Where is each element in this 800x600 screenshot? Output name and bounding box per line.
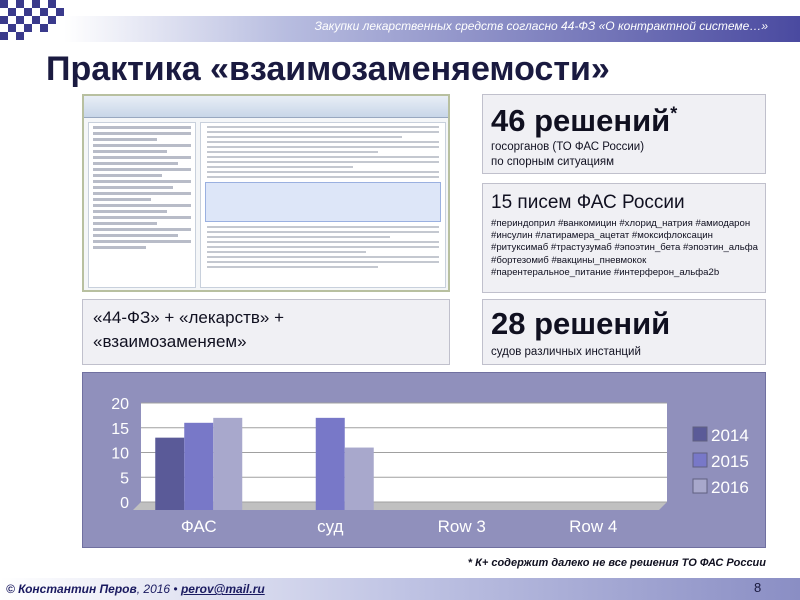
decisions-subtitle-2: по спорным ситуациям [491,156,615,168]
search-results-screenshot [82,94,450,292]
decisions-box [482,94,766,174]
fas-letters-tags: #периндоприл #ванкомицин #хлорид_натрия #амиодарон #инсулин #латирамера_ацетат #моксифлоксацин #ритуксимаб #трастузумаб #эпоэтин_бета #эпоэтин_альфа #бортезомиб #вакцины_пневмокок #парентеральное_питание #интерферон_альфа2b [491,218,758,278]
legend-label: 2015 [711,452,749,471]
legend-swatch [693,427,707,441]
court-decisions-subtitle: судов различных инстанций [491,346,641,358]
x-tick-label: ФАС [180,517,217,536]
bar-chart [82,372,766,548]
footnote: * К+ содержит далеко не все решения ТО ФАС России [467,557,766,569]
y-tick-label: 20 [111,396,129,413]
footnote-star: * [670,103,678,124]
footer [6,582,265,596]
y-tick-label: 5 [120,470,129,488]
x-tick-label: Row 4 [569,517,618,536]
y-tick-label: 10 [111,445,129,463]
corner-checker-decoration [0,0,64,40]
bar-2015 [316,418,345,510]
decisions-count: 46 решений [491,103,671,138]
footer-email-link[interactable]: perov@mail.ru [180,582,265,596]
footer-year: , 2016 • [136,582,181,596]
decisions-subtitle-1: госорганов (ТО ФАС России) [491,141,645,153]
bar-2016 [213,418,242,510]
court-decisions-count: 28 решений [491,306,671,341]
search-query-box [82,299,450,365]
x-tick-label: Row 3 [437,517,486,536]
legend-label: 2014 [711,426,749,445]
fas-letters-box [482,183,766,293]
fas-letters-heading: 15 писем ФАС России [491,192,685,213]
search-query-line-1: «44-ФЗ» + «лекарств» + [93,308,285,327]
x-tick-label: суд [317,517,344,536]
court-decisions-box [482,299,766,365]
legend-label: 2016 [711,478,749,497]
bar-2015 [184,423,213,510]
bar-chart-svg [83,373,767,549]
legend-swatch [693,453,707,467]
page-number: 8 [754,580,762,595]
y-tick-label: 0 [120,495,129,512]
legend-swatch [693,479,707,493]
bar-2016 [345,448,374,510]
slide-title: Практика «взаимозаменяемости» [46,50,610,88]
footer-author: © Константин Перов [6,582,137,596]
y-tick-label: 15 [111,420,129,438]
search-query-line-2: «взаимозаменяем» [93,332,247,351]
header-text: Закупки лекарственных средств согласно 44-ФЗ «О контрактной системе…» [314,19,768,33]
bar-2014 [155,438,184,510]
